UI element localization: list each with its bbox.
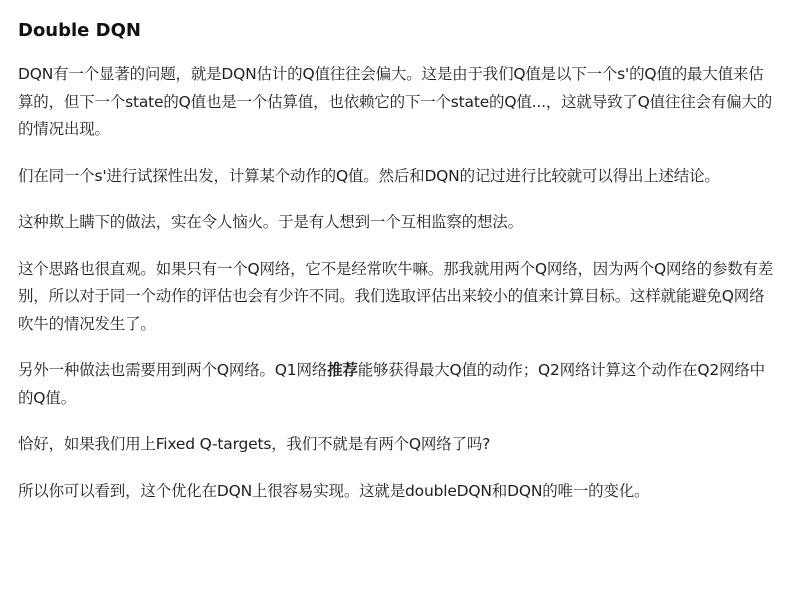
paragraph-q1-q2-end: 能够获得最大Q值的动作；Q2网络计算这个动作在Q2网络中的Q值。 [18, 361, 765, 407]
paragraph-two-networks: 这个思路也很直观。如果只有一个Q网络，它不是经常吹牛嘛。那我就用两个Q网络，因为两个Q网络的参数有差别，所以对于同一个动作的评估也会有少许不同。我们选取评估出来较小的值来计算目标。这样就能避免Q网络吹牛的情况发生了。 [18, 259, 774, 333]
paragraph-experiment: 们在同一个s'进行试探性出发，计算某个动作的Q值。然后和DQN的记过进行比较就可以得出上述结论。 [18, 166, 720, 185]
paragraph-q1-q2-start: 另外一种做法也需要用到两个Q网络。Q1网络 [18, 361, 328, 379]
bold-recommend: 推荐 [327, 361, 358, 379]
article-title: Double DQN [18, 20, 141, 41]
paragraph-conclusion: 所以你可以看到，这个优化在DQN上很容易实现。这就是doubleDQN和DQN的唯一的变化。 [18, 481, 650, 500]
paragraph-fixed-q-targets: 恰好，如果我们用上Fixed Q-targets，我们不就是有两个Q网络了吗? [18, 435, 491, 453]
paragraph-q1-q2 [18, 357, 778, 412]
paragraph-overestimation: DQN有一个显著的问题，就是DQN估计的Q值往往会偏大。这是由于我们Q值是以下一个s'的Q值的最大值来估算的，但下一个state的Q值也是一个估算值，也依赖它的下一个state的Q值...，这就导致了Q值往往会有偏大的的情况出现。 [18, 65, 773, 138]
paragraph-idea: 这种欺上瞒下的做法，实在令人恼火。于是有人想到一个互相监察的想法。 [18, 213, 523, 231]
